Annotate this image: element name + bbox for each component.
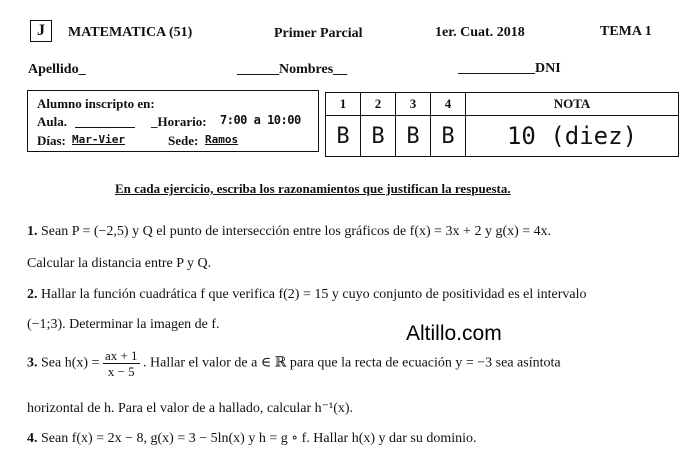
question-2-number: 2. [27, 287, 38, 302]
grade-header-1: 1 [326, 93, 361, 116]
grade-header-3: 3 [396, 93, 431, 116]
instructions: En cada ejercicio, escriba los razonamientos que justifican la respuesta. [115, 181, 511, 196]
dias-value: Mar-Vier [72, 133, 125, 146]
question-2 [27, 287, 587, 303]
apellido-field[interactable]: Apellido_ [28, 62, 86, 77]
exam-letter: J [37, 22, 45, 39]
exam-letter-box [30, 20, 52, 42]
horario-label: _Horario: [151, 114, 207, 129]
dias-label: Días: [37, 133, 66, 148]
grades-value-row [326, 116, 679, 157]
grade-header-4: 4 [431, 93, 466, 116]
enrollment-title: Alumno inscripto en: [37, 96, 155, 111]
grade-header-2: 2 [361, 93, 396, 116]
exam-type: Primer Parcial [274, 26, 363, 41]
fraction-numerator: ax + 1 [104, 348, 138, 363]
question-1 [27, 224, 551, 240]
question-3 [27, 348, 561, 379]
question-2-line-1: Hallar la función cuadrática f que verifica f(2) = 15 y cuyo conjunto de positividad es el intervalo [41, 287, 587, 302]
sede-value: Ramos [205, 133, 239, 146]
grade-value-nota: 10 (diez) [466, 116, 679, 157]
grades-table [325, 92, 679, 157]
question-4-line-1: Sean f(x) = 2x − 8, g(x) = 3 − 5ln(x) y h = g ∘ f. Hallar h(x) y dar su dominio. [41, 431, 477, 446]
question-4 [27, 430, 477, 447]
grade-value-4: B [431, 116, 466, 157]
dni-field[interactable]: ___________DNI [458, 61, 561, 76]
question-1-line-1: Sean P = (−2,5) y Q el punto de intersección entre los gráficos de f(x) = 3x + 2 y g(x) = 4x. [41, 224, 552, 239]
grade-value-2: B [361, 116, 396, 157]
question-3-post: . Hallar el valor de a ∈ ℝ para que la recta de ecuación y = −3 sea asíntota [143, 355, 561, 371]
nombres-field[interactable]: ______Nombres__ [237, 62, 348, 77]
question-3-pre: Sea h(x) = [41, 355, 100, 371]
question-3-number: 3. [27, 355, 38, 371]
question-1-line-2: Calcular la distancia entre P y Q. [27, 256, 212, 271]
grade-value-3: B [396, 116, 431, 157]
grade-value-1: B [326, 116, 361, 157]
grades-header-row [326, 93, 679, 116]
exam-term: 1er. Cuat. 2018 [435, 25, 525, 40]
watermark-logo: Altillo.com [406, 322, 502, 345]
subject-title: MATEMATICA (51) [68, 25, 193, 40]
fraction-denominator: x − 5 [107, 364, 135, 379]
horario-value: 7:00 a 10:00 [220, 113, 301, 127]
aula-underline [75, 127, 135, 128]
exam-topic: TEMA 1 [600, 24, 652, 39]
question-2-line-2: (−1;3). Determinar la imagen de f. [27, 317, 220, 332]
question-4-number: 4. [27, 431, 38, 446]
question-3-line-2: horizontal de h. Para el valor de a hallado, calcular h⁻¹(x). [27, 401, 354, 416]
aula-label: Aula. [37, 114, 67, 129]
grade-header-nota: NOTA [466, 93, 679, 116]
sede-label: Sede: [168, 133, 199, 148]
question-3-fraction [103, 348, 140, 379]
question-1-number: 1. [27, 224, 38, 239]
